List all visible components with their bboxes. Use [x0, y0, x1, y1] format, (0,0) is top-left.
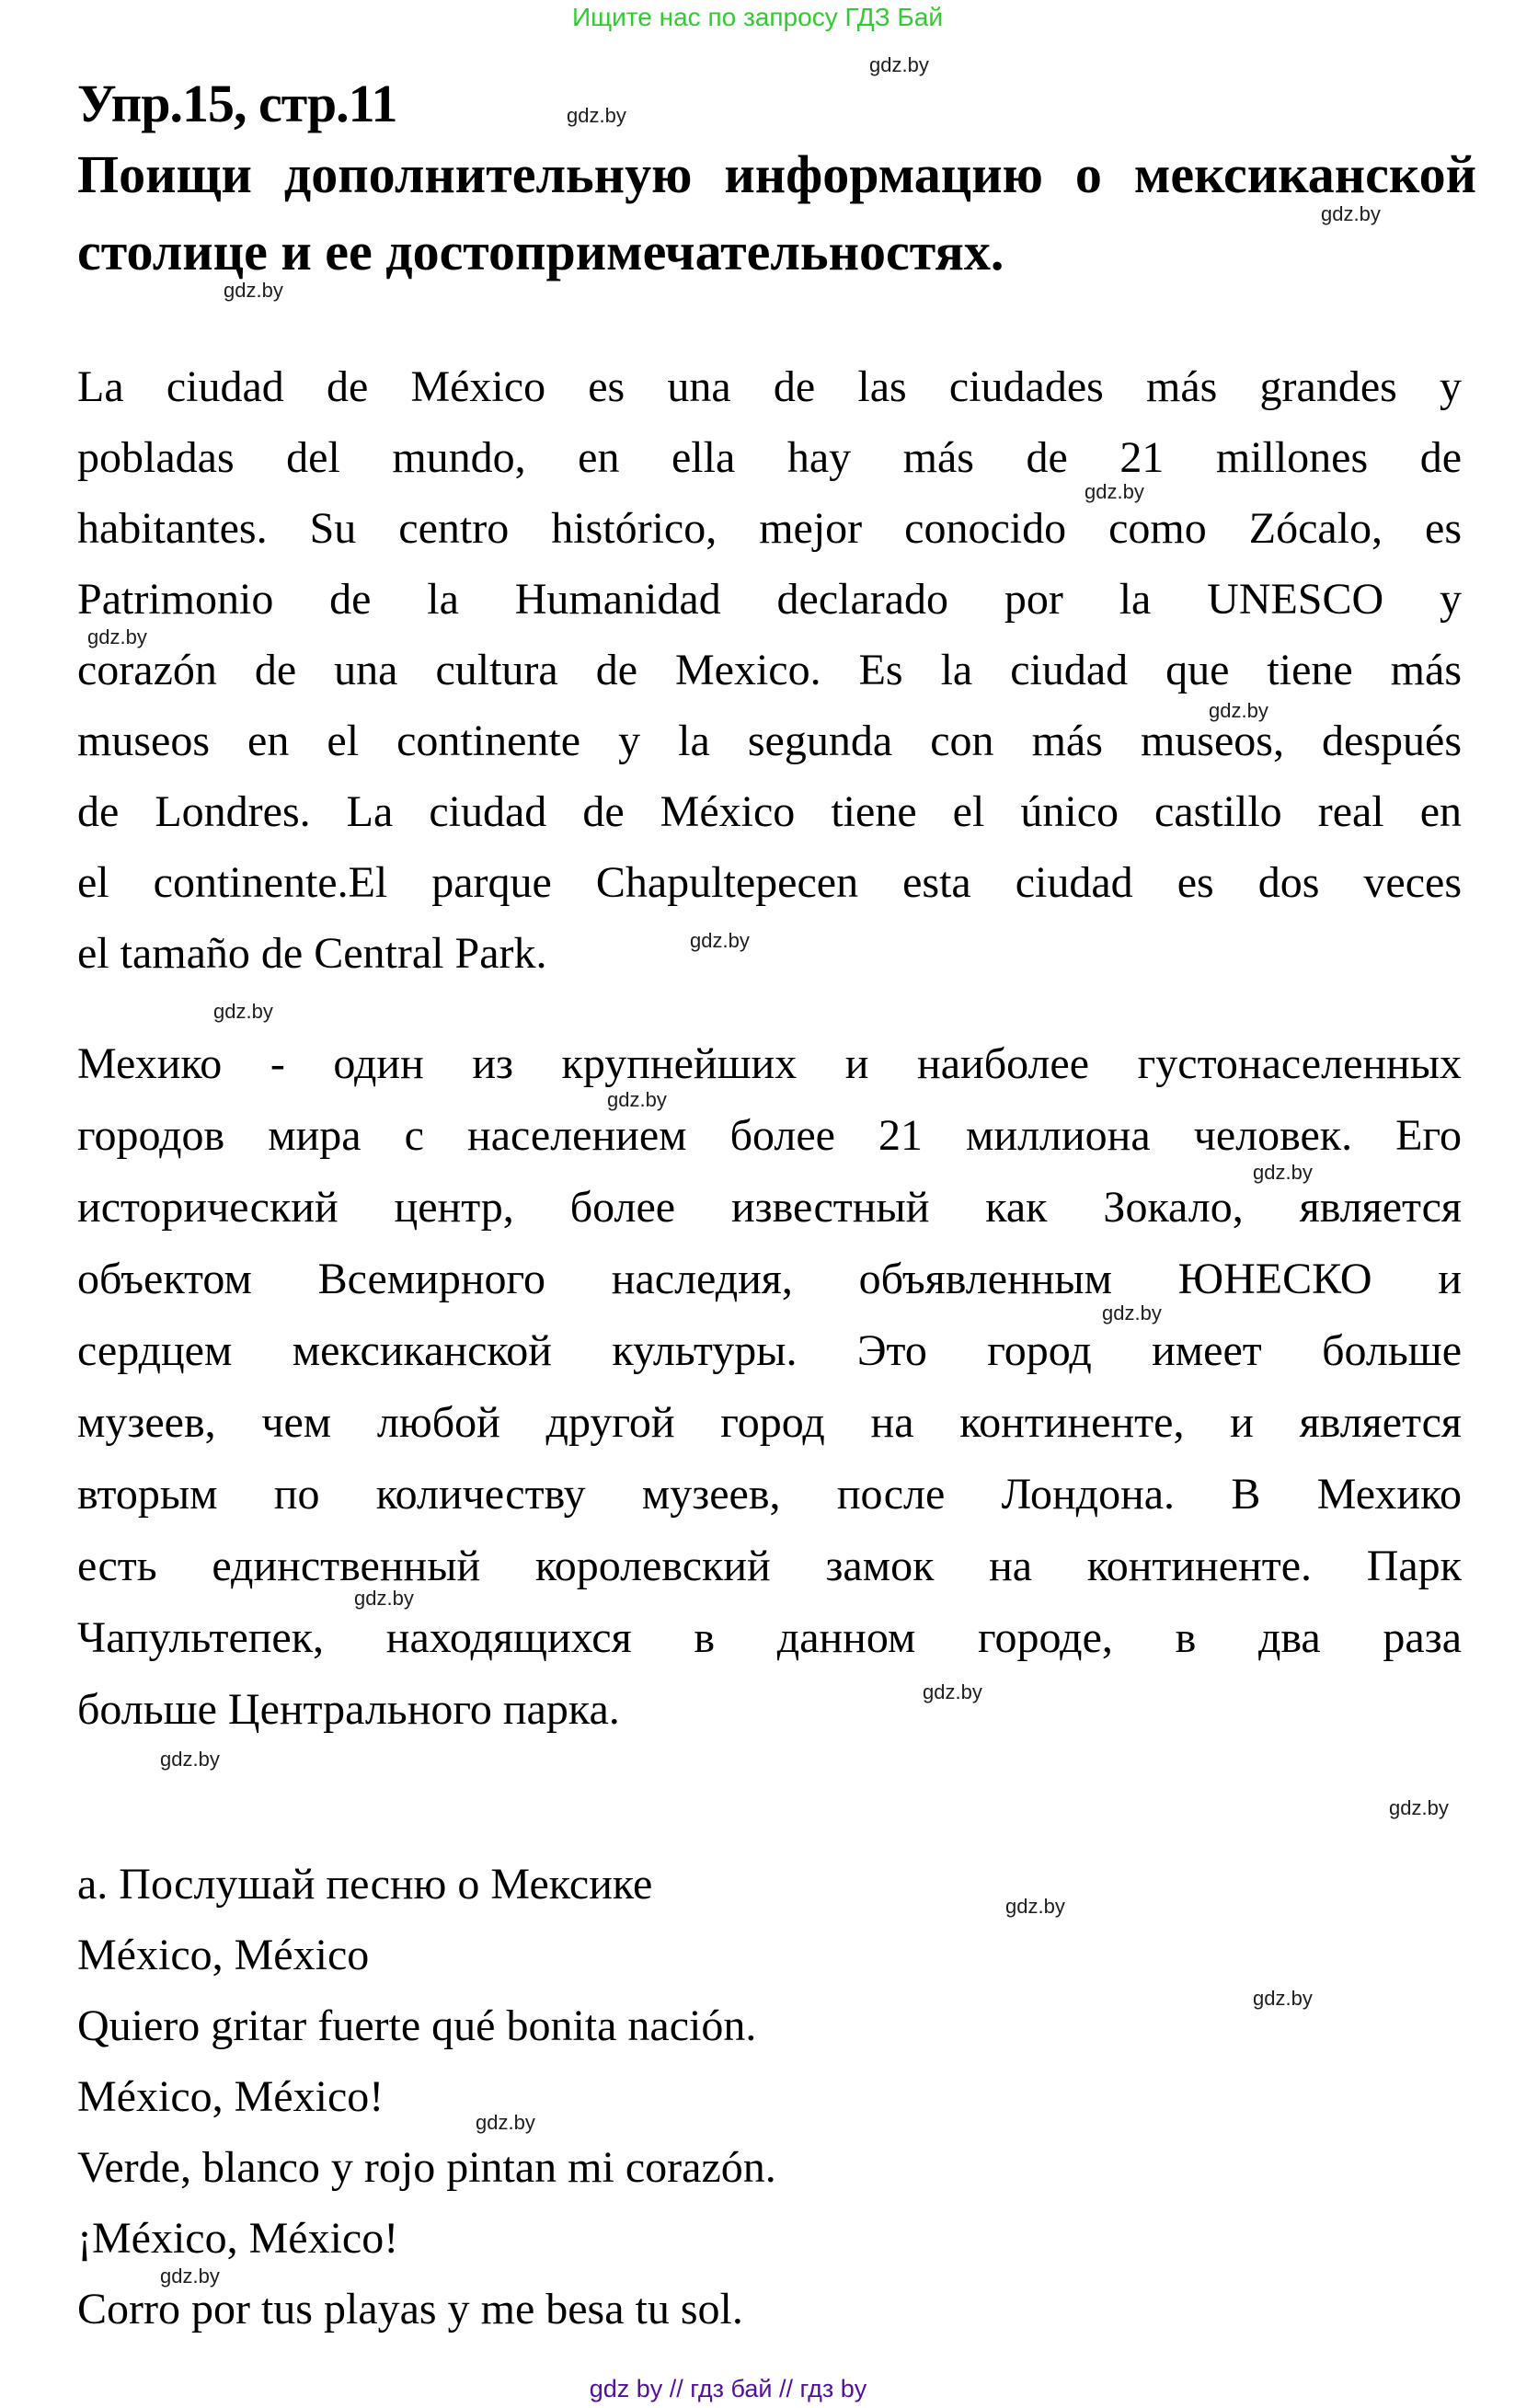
spanish-line: La ciudad de México es una de las ciudades más grandes y: [77, 362, 1462, 411]
gdz-watermark: gdz.by: [224, 279, 283, 302]
gdz-watermark: gdz.by: [1321, 202, 1381, 225]
russian-line: вторым по количеству музеев, после Лондона. В Мехико: [77, 1470, 1462, 1519]
russian-paragraph: [77, 1028, 1462, 1746]
task-text-line: столице и ее достопримечательностях.: [77, 222, 1004, 281]
gdz-watermark: gdz.by: [1389, 1796, 1449, 1819]
gdz-watermark: gdz.by: [160, 1748, 220, 1771]
gdz-watermark: gdz.by: [690, 929, 750, 952]
song-line: Quiero gritar fuerte qué bonita nación.: [77, 2001, 757, 2050]
gdz-watermark: gdz.by: [213, 1000, 273, 1023]
gdz-watermark: gdz.by: [87, 625, 147, 648]
gdz-watermark: gdz.by: [1102, 1301, 1162, 1324]
gdz-watermark: gdz.by: [1209, 699, 1268, 722]
song-line: Corro por tus playas y me besa tu sol.: [77, 2285, 743, 2333]
song-line: México, México!: [77, 2072, 384, 2121]
gdz-watermark: gdz.by: [160, 2265, 220, 2288]
gdz-watermark: gdz.by: [567, 104, 626, 127]
footer-watermark: [0, 2375, 1515, 2403]
task-text: [77, 136, 1476, 291]
song-line: México, México: [77, 1931, 370, 1979]
site-banner-text: Ищите нас по запросу ГДЗ Бай: [571, 3, 944, 31]
russian-line: Мехико - один из крупнейших и наиболее густонаселенных: [77, 1039, 1462, 1088]
song-block: [77, 1849, 1476, 2345]
russian-line: есть единственный королевский замок на континенте. Парк: [77, 1542, 1462, 1590]
spanish-line: pobladas del mundo, en ella hay más de 21 millones de: [77, 433, 1462, 482]
spanish-line: Patrimonio de la Humanidad declarado por la UNESCO y: [77, 575, 1462, 624]
russian-line: исторический центр, более известный как Зокало, является: [77, 1183, 1462, 1232]
gdz-watermark: gdz.by: [1005, 1895, 1065, 1918]
spanish-line: el tamaño de Central Park.: [77, 929, 547, 978]
gdz-watermark: gdz.by: [869, 53, 929, 76]
gdz-watermark: gdz.by: [1253, 1987, 1313, 2010]
spanish-line: habitantes. Su centro histórico, mejor conocido como Zócalo, es: [77, 504, 1462, 553]
russian-line: музеев, чем любой другой город на континенте, и является: [77, 1398, 1462, 1447]
russian-line: больше Центрального парка.: [77, 1685, 620, 1734]
russian-line: Чапультепек, находящихся в данном городе, в два раза: [77, 1613, 1462, 1662]
footer-watermark-text: gdz by // гдз бай // гдз by: [589, 2375, 867, 2402]
song-line: Verde, blanco y rojo pintan mi corazón.: [77, 2143, 776, 2192]
exercise-title: Упр.15, стр.11: [77, 74, 397, 133]
spanish-line: museos en el continente y la segunda con más museos, después: [77, 717, 1462, 765]
song-line: ¡México, México!: [77, 2214, 399, 2263]
gdz-watermark: gdz.by: [1253, 1161, 1313, 1184]
gdz-watermark: gdz.by: [607, 1088, 667, 1111]
russian-line: объектом Всемирного наследия, объявленным ЮНЕСКО и: [77, 1255, 1462, 1303]
song-line: a. Послушай песню о Мексике: [77, 1860, 653, 1909]
spanish-line: el continente.El parque Chapultepecen esta ciudad es dos veces: [77, 858, 1462, 907]
gdz-watermark: gdz.by: [354, 1587, 414, 1610]
spanish-line: de Londres. La ciudad de México tiene el único castillo real en: [77, 787, 1462, 836]
gdz-watermark: gdz.by: [923, 1680, 982, 1703]
russian-line: сердцем мексиканской культуры. Это город имеет больше: [77, 1326, 1462, 1375]
spanish-line: corazón de una cultura de Mexico. Es la ciudad que tiene más: [77, 646, 1462, 694]
gdz-watermark: gdz.by: [476, 2111, 535, 2134]
spanish-paragraph: [77, 351, 1462, 989]
gdz-watermark: gdz.by: [1085, 480, 1144, 503]
russian-line: городов мира с населением более 21 миллиона человек. Его: [77, 1111, 1462, 1160]
task-text-line: Поищи дополнительную информацию о мексиканской: [77, 144, 1476, 204]
